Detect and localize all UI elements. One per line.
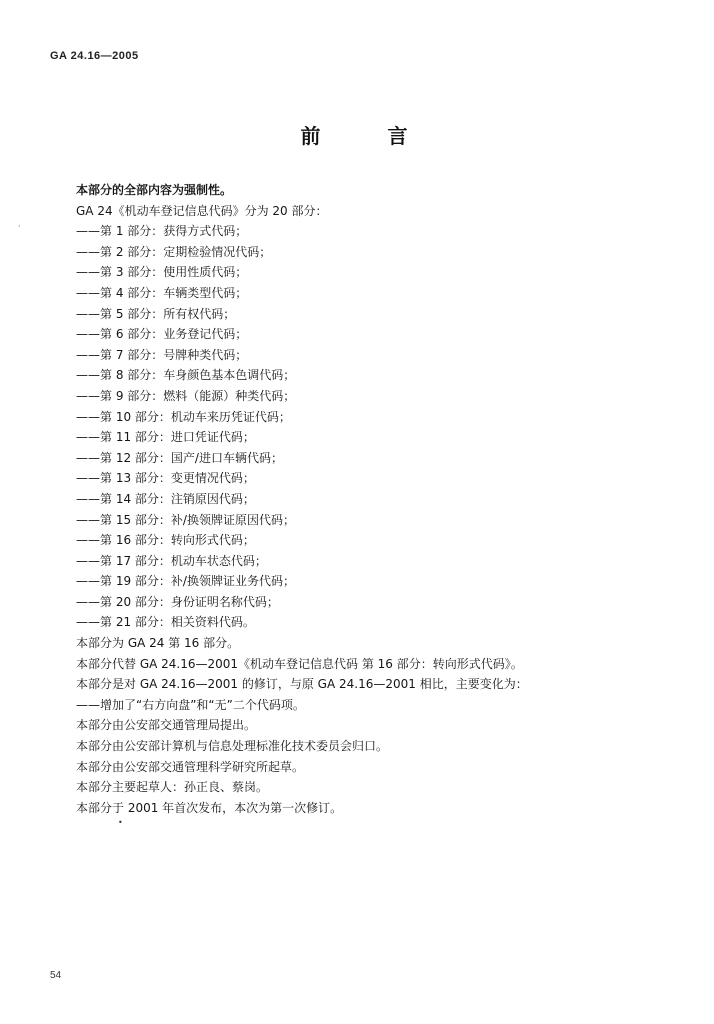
- list-item: ——第 8 部分：车身颜色基本色调代码；: [76, 368, 296, 383]
- paragraph-part-number: 本部分为 GA 24 第 16 部分。: [76, 636, 240, 651]
- page-number: 54: [50, 970, 62, 981]
- list-item: ——第 15 部分：补/换领牌证原因代码；: [76, 512, 295, 527]
- paragraph-centralized-by: 本部分由公安部计算机与信息处理标准化技术委员会归口。: [76, 739, 389, 754]
- list-item: ——第 9 部分：燃料（能源）种类代码；: [76, 388, 296, 403]
- list-item: ——第 20 部分：身份证明名称代码；: [76, 594, 279, 609]
- list-item: ——第 16 部分：转向形式代码；: [76, 533, 255, 548]
- list-item: ——第 2 部分：定期检验情况代码；: [76, 244, 272, 259]
- page-title: 前 言: [300, 124, 438, 148]
- list-item: ——第 1 部分：获得方式代码；: [76, 224, 248, 239]
- footer-mark: •: [118, 818, 123, 827]
- list-item: ——第 19 部分：补/换领牌证业务代码；: [76, 574, 295, 589]
- list-item: ——第 13 部分：变更情况代码；: [76, 471, 255, 486]
- paragraph-parts-intro: GA 24《机动车登记信息代码》分为 20 部分：: [76, 203, 328, 218]
- paragraph-drafted-by: 本部分由公安部交通管理科学研究所起草。: [76, 759, 305, 774]
- standard-code-header: GA 24.16—2005: [50, 50, 139, 62]
- paragraph-replaces: 本部分代替 GA 24.16—2001《机动车登记信息代码 第 16 部分：转向形式代码》。: [76, 656, 523, 671]
- paragraph-revision: 本部分是对 GA 24.16—2001 的修订，与原 GA 24.16—2001 相比，主要变化为：: [76, 677, 528, 692]
- paragraph-first-published: 本部分于 2001 年首次发布，本次为第一次修订。: [76, 800, 343, 815]
- foreword-body: [76, 180, 676, 818]
- paragraph-proposed-by: 本部分由公安部交通管理局提出。: [76, 718, 257, 733]
- list-item: ——第 21 部分：相关资料代码。: [76, 615, 255, 630]
- list-item: ——第 12 部分：国产/进口车辆代码；: [76, 450, 283, 465]
- list-item: ——第 11 部分：进口凭证代码；: [76, 430, 255, 445]
- margin-mark: ·: [18, 222, 21, 231]
- list-item: ——第 6 部分：业务登记代码；: [76, 327, 248, 342]
- list-item: ——第 5 部分：所有权代码；: [76, 306, 236, 321]
- list-item: ——第 3 部分：使用性质代码；: [76, 265, 248, 280]
- list-item: ——增加了“右方向盘”和“无”二个代码项。: [76, 697, 305, 712]
- list-item: ——第 14 部分：注销原因代码；: [76, 491, 255, 506]
- list-item: ——第 17 部分：机动车状态代码；: [76, 553, 267, 568]
- list-item: ——第 7 部分：号牌种类代码；: [76, 347, 248, 362]
- paragraph-mandatory: 本部分的全部内容为强制性。: [76, 183, 233, 197]
- list-item: ——第 10 部分：机动车来历凭证代码；: [76, 409, 291, 424]
- paragraph-drafters: 本部分主要起草人：孙正良、蔡岗。: [76, 780, 269, 795]
- list-item: ——第 4 部分：车辆类型代码；: [76, 285, 248, 300]
